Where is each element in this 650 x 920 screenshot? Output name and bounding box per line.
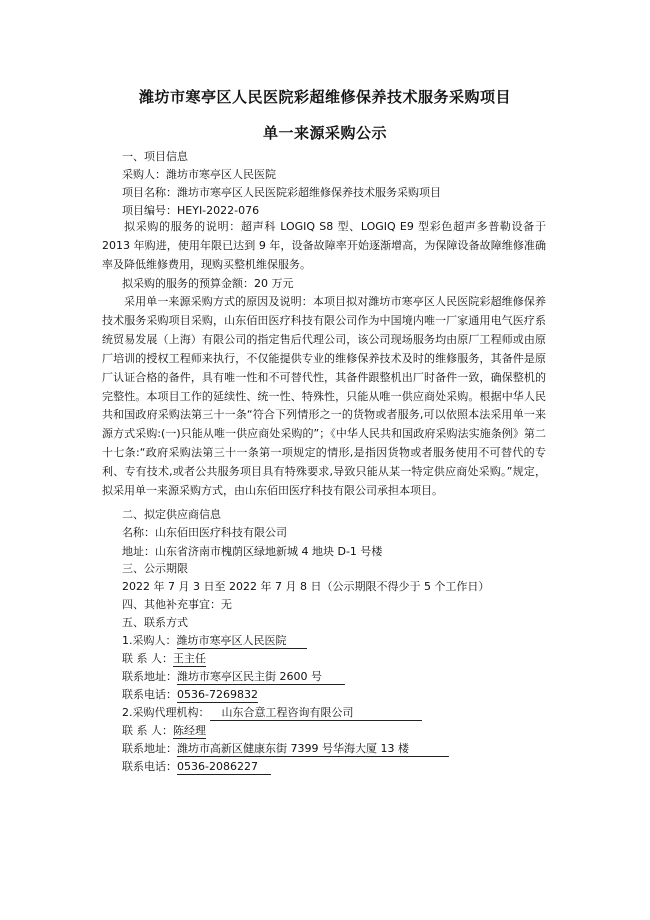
section-heading-other: 四、其他补充事宜：无 bbox=[122, 598, 232, 611]
section-heading-project-info: 一、项目信息 bbox=[122, 150, 188, 163]
agency-contact-label: 联 系 人： bbox=[122, 724, 173, 737]
project-number-line: 项目编号：HEYI-2022-076 bbox=[122, 204, 260, 217]
budget-line: 拟采购的服务的预算金额：20 万元 bbox=[122, 277, 294, 290]
contact-person-label: 联 系 人： bbox=[122, 652, 173, 665]
contact-person-value: 王主任 bbox=[173, 652, 206, 665]
service-description-paragraph: 拟采购的服务的说明：超声科 LOGIQ S8 型、LOGIQ E9 型彩色超声多普勒设备于 2013 年购进，使用年限已达到 9 年，设备故障率开始逐渐增高，为保障设备故障维修准确率及降低维修费用，现购买整机维保服务。 bbox=[102, 220, 546, 271]
contact-person-line bbox=[122, 652, 206, 667]
agency-address-value: 潍坊市高新区健康东街 7399 号华海大厦 13 楼 bbox=[177, 742, 449, 757]
contact-phone-line bbox=[122, 688, 258, 703]
period-line: 2022 年 7 月 3 日至 2022 年 7 月 8 日（公示期限不得少于 5 个工作日） bbox=[122, 580, 490, 593]
purchaser-line: 采购人：潍坊市寒亭区人民医院 bbox=[122, 168, 276, 181]
contact-purchaser-value: 潍坊市寒亭区人民医院 bbox=[177, 634, 307, 649]
contact-phone-value: 0536-7269832 bbox=[177, 688, 258, 701]
document-subtitle: 单一来源采购公示 bbox=[262, 124, 387, 142]
supplier-name-line: 名称：山东佰田医疗科技有限公司 bbox=[122, 526, 287, 539]
reason-paragraph: 采用单一来源采购方式的原因及说明：本项目拟对潍坊市寒亭区人民医院彩超维修保养技术服务采购项目采购，山东佰田医疗科技有限公司作为中国境内唯一厂家通用电气医疗系统贸易发展（上海）有限公司的指定售后代理公司，该公司现场服务均由原厂工程师或由原厂培训的授权工程师来执行，不仅能提供专业的维修保养技术及时的维修服务，其备件是原厂认证合格的备件，具有唯一性和不可替代性，其备件跟整机出厂时备件一致，确保整机的完整性。本项目工作的延续性、统一性、特殊性，只能从唯一供应商处采购。根据中华人民共和国政府采购法第三十一条“符合下列情形之一的货物或者服务,可以依照本法采用单一来源方式采购:(一)只能从唯一供应商处采购的”；《中华人民共和国政府采购法实施条例》第二十七条:“政府采购法第三十一条第一项规定的情形,是指因货物或者服务使用不可替代的专利、专有技术,或者公共服务项目具有特殊要求,导致只能从某一特定供应商处采购。”规定，拟采用单一来源采购方式，由山东佰田医疗科技有限公司承担本项目。 bbox=[102, 295, 546, 498]
contact-address-line bbox=[122, 670, 345, 685]
agency-value: 山东合意工程咨询有限公司 bbox=[210, 706, 422, 721]
supplier-address-line: 地址：山东省济南市槐荫区绿地新城 4 地块 D-1 号楼 bbox=[122, 545, 383, 558]
contact-phone-label: 联系电话： bbox=[122, 688, 177, 701]
agency-contact-value: 陈经理 bbox=[173, 724, 206, 737]
contact-address-label: 联系地址： bbox=[122, 670, 177, 683]
project-name-line: 项目名称：潍坊市寒亭区人民医院彩超维修保养技术服务采购项目 bbox=[122, 186, 441, 199]
contact-address-value: 潍坊市寒亭区民主街 2600 号 bbox=[177, 670, 345, 685]
contact-purchaser-label: 1.采购人： bbox=[122, 634, 177, 647]
agency-address-line bbox=[122, 742, 449, 757]
contact-purchaser-line bbox=[122, 634, 307, 649]
agency-phone-label: 联系电话： bbox=[122, 760, 177, 773]
agency-phone-value: 0536-2086227 bbox=[177, 760, 271, 775]
agency-line bbox=[122, 706, 422, 721]
agency-address-label: 联系地址： bbox=[122, 742, 177, 755]
document-title: 潍坊市寒亭区人民医院彩超维修保养技术服务采购项目 bbox=[138, 88, 511, 106]
section-heading-supplier: 二、拟定供应商信息 bbox=[122, 508, 221, 521]
agency-label: 2.采购代理机构： bbox=[122, 706, 210, 719]
agency-phone-line bbox=[122, 760, 271, 775]
section-heading-period: 三、公示期限 bbox=[122, 562, 188, 575]
agency-contact-line bbox=[122, 724, 206, 739]
section-heading-contact: 五、联系方式 bbox=[122, 616, 188, 629]
